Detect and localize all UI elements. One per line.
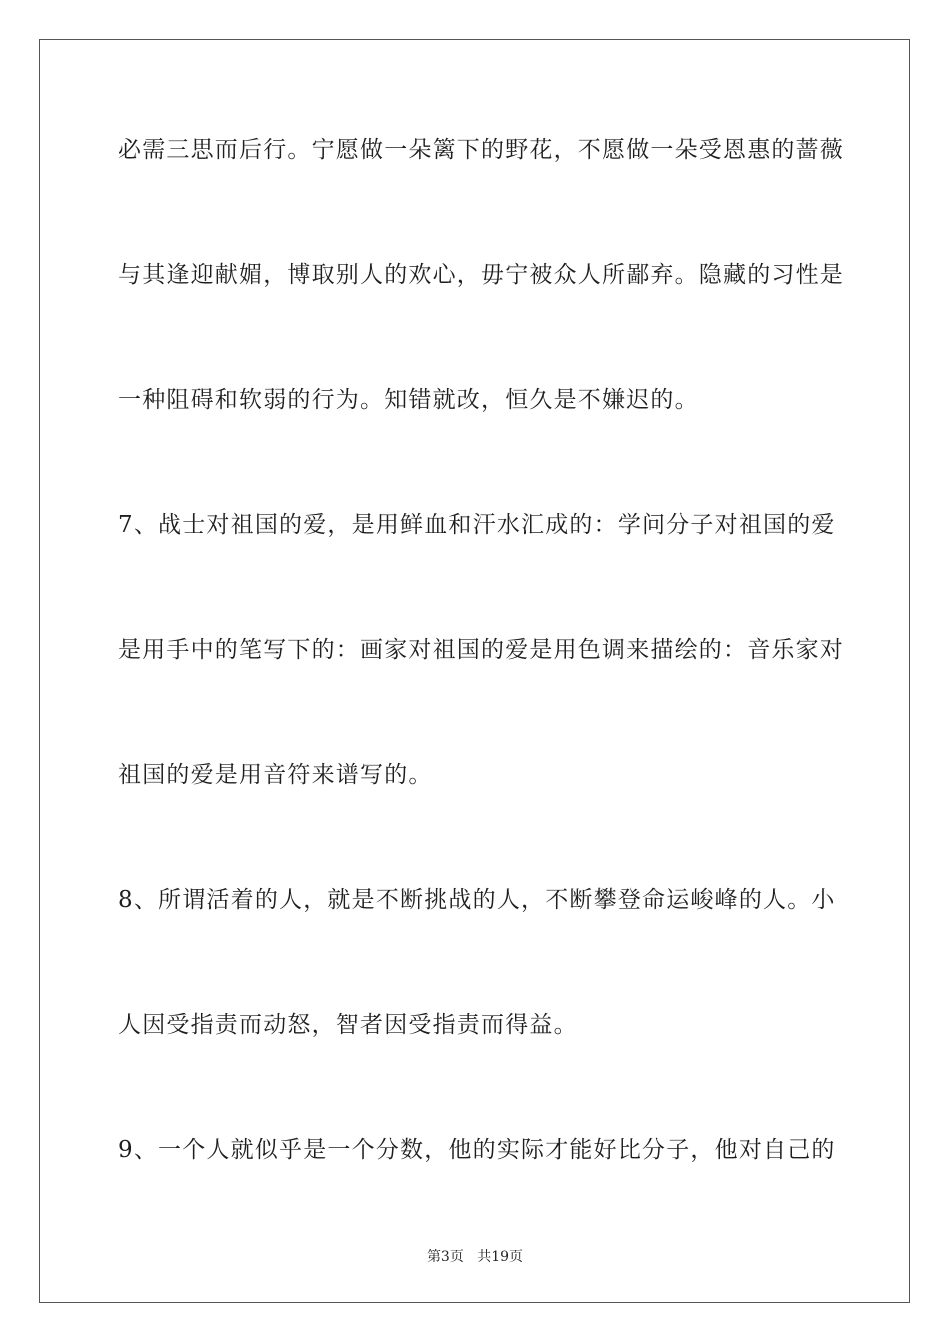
text-line: 与其逢迎献媚，博取别人的欢心，毋宁被众人所鄙弃。隐藏的习性是 (118, 262, 844, 288)
page-number: 第3页 (426, 1249, 464, 1265)
text-line: 是用手中的笔写下的：画家对祖国的爱是用色调来描绘的：音乐家对 (118, 637, 844, 663)
page-total: 共19页 (477, 1249, 524, 1265)
text-line: 一种阻碍和软弱的行为。知错就改，恒久是不嫌迟的。 (118, 387, 699, 413)
text-line: 7、战士对祖国的爱，是用鲜血和汗水汇成的：学问分子对祖国的爱 (118, 512, 836, 538)
text-line: 必需三思而后行。宁愿做一朵篱下的野花，不愿做一朵受恩惠的蔷薇 (118, 137, 844, 163)
page-border (39, 39, 910, 1303)
text-line: 9、一个人就似乎是一个分数，他的实际才能好比分子，他对自己的 (118, 1137, 836, 1163)
footer-gap (464, 1249, 477, 1265)
text-line: 祖国的爱是用音符来谱写的。 (118, 762, 433, 788)
text-line: 8、所谓活着的人，就是不断挑战的人，不断攀登命运峻峰的人。小 (118, 887, 836, 913)
text-line: 人因受指责而动怒，智者因受指责而得益。 (118, 1012, 578, 1038)
page-footer (0, 1246, 950, 1266)
